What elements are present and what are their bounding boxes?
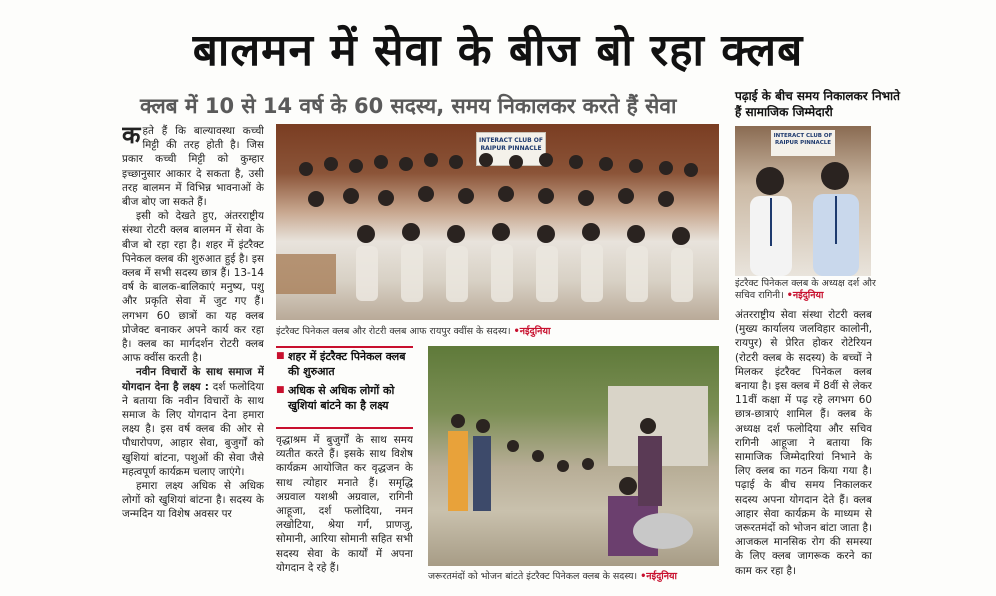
photo-credit: •नईदुनिया [640,571,677,582]
photo-credit: •नईदुनिया [786,290,824,301]
article-column-2 [276,433,413,588]
group-people-illustration [276,124,719,320]
sidebar-text: अंतरराष्ट्रीय सेवा संस्था रोटरी क्लब (मुख्य कार्यालय जलविहार कालोनी, रायपुर) से प्रेरित होकर रोटेरियन (रोटरी क्लब के सदस्य) के बच्चों ने मिलकर इंटरैक्ट पिनेकल क्लब बनाया है। इस क्लब में 8वीं से लेकर 11वीं कक्षा में पढ़ रहे लगभग 60 छात्र-छात्राएं शामिल हैं। क्लब के अध्यक्ष दर्श फलोदिया और सचिव रागिनी आहूजा ने बताया कि सामाजिक जिम्मेदारियां निभाने के लिए क्लब का गठन किया गया है। पढ़ाई के बीच समय निकालकर सदस्य अपना योगदान देते हैं। क्लब आहार सेवा कार्यक्रम के माध्यम से जरूरतमंदों को भोजन बांटा जाता है। आजकल मानसिक रोग की समस्या के लिए क्लब जागरूक करने का काम कर रहा है। [735,309,872,577]
group-photo [276,124,719,320]
club-banner-small: INTERACT CLUB OF RAIPUR PINNACLE [771,130,835,156]
two-people-illustration [735,126,871,276]
dropcap: क [122,124,141,149]
president-secretary-photo [735,126,871,276]
food-distribution-illustration [428,346,719,566]
food-distribution-photo [428,346,719,566]
caption-text: इंटरैक्ट पिनेकल क्लब के अध्यक्ष दर्श और सचिव रागिनी। [735,278,876,301]
highlights-box [276,349,413,417]
para-1: हते हैं कि बाल्यावस्था कच्ची मिट्टी की तरह होती है। जिस प्रकार कच्ची मिट्टी को कुम्हार इच्छानुसार आकार दे सकता है, उसी तरह बालमन में विभिन्न भावनाओं के बीज बोए जा सकते हैं। [122,125,264,209]
para-3: दर्श फलोदिया ने बताया कि नवीन विचारों के साथ समाज के लिए योगदान देना हमारा लक्ष्य है। इस वर्ष क्लब की ओर से पौधारोपण, आहार सेवा, बुजुर्गों को खुशियां बांटना, पशुओं की सेवा जैसे महत्वपूर्ण कार्यक्रम चलाए जाएंगे। [122,380,264,478]
bullet-divider-top [276,346,413,348]
para-4: हमारा लक्ष्य अधिक से अधिक लोगों को खुशियां बांटना है। सदस्य के जन्मदिन या विशेष अवसर पर [122,480,264,521]
sidebar-photo-caption [735,278,895,302]
highlight-1: ■ शहर में इंटरैक्ट पिनेकल क्लब की शुरुआत [276,349,413,379]
group-photo-caption [276,324,550,337]
para-col2: वृद्धाश्रम में बुजुर्गों के साथ समय व्यतीत करते हैं। इसके साथ विशेष कार्यक्रम आयोजित कर वृद्धजन के साथ त्योहार मनाते हैं। समृद्धि अग्रवाल यशश्री अग्रवाल, रागिनी आहूजा, दर्श फलोदिया, नमन लखोटिया, श्रेया गर्ग, प्राणजु, सोमानी, आरिया सोमानी सहित सभी सदस्य सेवा के कार्यों में अपना योगदान दे रहे हैं। [276,434,413,574]
highlight-2: ■ अधिक से अधिक लोगों को खुशियां बांटने का है लक्ष्य [276,383,413,413]
bullet-divider-bottom [276,427,413,429]
photo-credit: •नईदुनिया [513,326,551,337]
sidebar-column [735,308,872,588]
para-2: इसी को देखते हुए, अंतरराष्ट्रीय संस्था रोटरी क्लब बालमन में सेवा के बीज बो रहा रहा है। शहर में इंटरैक्ट पिनेकल क्लब की शुरुआत हुई है। इस क्लब में सभी सदस्य छात्र हैं। 13-14 वर्ष के बालक-बालिकाएं मनुष्य, पशु और प्रकृति सेवा में जुट गए हैं। लगभग 60 छात्रों का यह क्लब प्रोजेक्ट बनाकर अपने कार्य कर रहा है। क्लब का मार्गदर्शन रोटरी क्लब आफ क्वींस करती है। [122,210,264,365]
headline: बालमन में सेवा के बीज बो रहा क्लब [192,25,804,76]
club-banner: INTERACT CLUB OF RAIPUR PINNACLE [476,132,546,166]
caption-text: जरूरतमंदों को भोजन बांटते इंटरैक्ट पिनेकल क्लब के सदस्य। [428,571,638,582]
article-column-1 [122,124,264,584]
sidebar-heading: पढ़ाई के बीच समय निकालकर निभाते हैं सामाजिक जिम्मेदारी [735,89,901,119]
para-3-bold-intro: नवीन विचारों के साथ समाज में योगदान देना है लक्ष्य : [122,366,264,393]
caption-text: इंटरैक्ट पिनेकल क्लब और रोटरी क्लब आफ रायपुर क्वींस के सदस्य। [276,326,511,337]
food-photo-caption [428,569,677,582]
subheadline: क्लब में 10 से 14 वर्ष के 60 सदस्य, समय निकालकर करते हैं सेवा [140,94,677,118]
